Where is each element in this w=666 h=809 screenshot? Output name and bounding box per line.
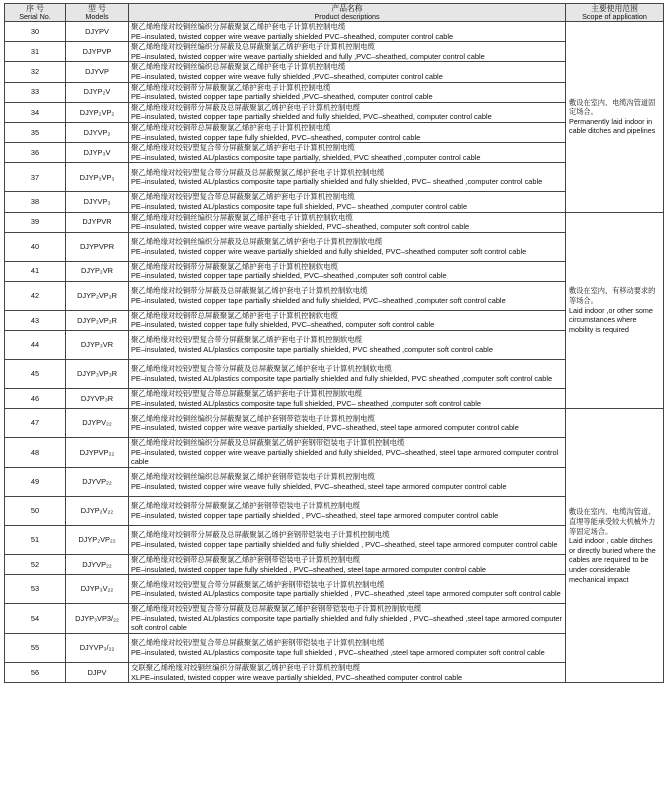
table-row	[5, 331, 664, 360]
table-row	[5, 634, 664, 663]
description-en: PE–insulated, twisted AL/plastics composite tape full shielded, PVC– sheathed ,computer control cable	[131, 201, 468, 211]
model-cell: DJYP₃VP3/₂₂	[66, 604, 129, 634]
serial-cell: 33	[5, 82, 66, 102]
description-en: PE–insulated, twisted copper tape partially shielded and fully shielded , PVC–sheathed, steel tape armored computer control cable	[131, 540, 558, 550]
description-en: PE–insulated, twisted copper tape partially shielded and fully shielded, PVC–sheathed ,computer soft control cable	[131, 295, 506, 305]
description-en: PE–insulated, twisted AL/plastics composite tape full shielded, PVC– sheathed ,computer soft control cable	[131, 398, 482, 408]
model-cell: DJYPVP	[66, 42, 129, 62]
model-cell: DJYPVPR	[66, 232, 129, 261]
description-en: PE–insulated, twisted copper wire weave partially shielded and fully shielded, PVC–sheathed, steel tape armored computer control cable	[131, 447, 559, 467]
description-cell	[129, 163, 566, 192]
model-cell: DJYP₃VP₃	[66, 163, 129, 192]
scope-en: Laid indoor , cable ditches or directly buried where the cables are required to be under considerable mechanical impact	[569, 536, 656, 584]
scope-header	[566, 4, 664, 22]
scope-cell	[566, 409, 664, 683]
description-zh: 聚乙烯绝缘对绞铝/塑复合带总屏蔽聚氯乙烯护套电子计算机控制电缆	[131, 192, 355, 202]
description-zh: 聚乙烯绝缘对绞铜带分屏蔽及总屏蔽聚氯乙烯护套电子计算机控制电缆	[131, 102, 361, 112]
table-row	[5, 143, 664, 163]
model-cell: DJYVP₂₂	[66, 555, 129, 575]
description-zh: 聚乙烯绝缘对绞铜丝编织总屏蔽聚氯乙烯护套电子计算机控制电缆	[131, 62, 346, 72]
description-cell	[129, 261, 566, 281]
serial-cell: 48	[5, 438, 66, 468]
description-en: PE–insulated, twisted copper wire weave partially shielded PVC–sheathed, computer control cable	[131, 31, 454, 41]
description-zh: 聚乙烯绝缘对绞铜带总屏蔽聚氯乙烯护套电子计算机控制软电缆	[131, 310, 338, 320]
table-header-row	[5, 4, 664, 22]
table-row	[5, 232, 664, 261]
scope-header-zh: 主要使用范围	[591, 3, 638, 13]
scope-zh: 敷设在室内，有移动要求的等场合。	[569, 286, 656, 305]
product-table	[4, 3, 664, 683]
description-zh: 聚乙烯绝缘对绞铜丝编织总屏蔽聚氯乙烯护套钢带铠装电子计算机控制电缆	[131, 472, 375, 482]
serial-cell: 38	[5, 192, 66, 212]
model-cell: DJYP₃V₂₂	[66, 575, 129, 604]
table-row	[5, 438, 664, 468]
description-zh: 聚乙烯绝缘对绞铜带总屏蔽聚氯乙烯护套钢带铠装电子计算机控制电缆	[131, 555, 361, 565]
serial-cell: 32	[5, 62, 66, 82]
table-row	[5, 22, 664, 42]
serial-cell: 46	[5, 389, 66, 409]
model-cell: DJYPVR	[66, 212, 129, 232]
description-en: PE–insulated, twisted AL/plastics composite tape partially shielded and fully shielded, PVC– sheathed ,computer control cable	[131, 177, 543, 187]
description-en: PE–insulated, twisted AL/plastics composite tape partially shielded, PVC sheathed ,computer soft control cable	[131, 345, 493, 355]
description-cell	[129, 310, 566, 330]
description-en: PE–insulated, twisted AL/plastics composite tape partially, shielded, PVC sheathed ,computer control cable	[131, 152, 481, 162]
serial-cell: 51	[5, 526, 66, 555]
description-en: PE–insulated, twisted AL/plastics composite tape partially shielded , PVC–sheathed ,steel tape armored computer soft control cable	[131, 589, 561, 599]
description-en: PE–insulated, twisted copper wire weave fully shielded ,PVC–sheathed, computer control cable	[131, 71, 443, 81]
description-cell	[129, 82, 566, 102]
serial-cell: 31	[5, 42, 66, 62]
description-cell	[129, 634, 566, 663]
description-zh: 聚乙烯绝缘对绞铜丝编织分屏蔽聚氯乙烯护套电子计算机控制电缆	[131, 22, 346, 31]
description-zh: 聚乙烯绝缘对绞铜带分屏蔽及总屏蔽聚氯乙烯护套电子计算机控制软电缆	[131, 286, 368, 296]
description-en: PE–insulated, twisted AL/plastics composite tape partially shielded and fully shielded, PVC sheathed ,computer soft control cable	[131, 374, 553, 384]
model-cell: DJYPVP₂₂	[66, 438, 129, 468]
description-en: PE–insulated, twisted copper wire weave partially shielded and fully shielded, PVC–sheathed computer soft control cable	[131, 246, 527, 256]
table-row	[5, 604, 664, 634]
description-zh: 聚乙烯绝缘对绞铝/塑复合带分屏蔽聚氯乙烯护套钢带铠装电子计算机控制电缆	[131, 579, 385, 589]
description-zh: 交联聚乙烯绝缘对绞铜丝编织分屏蔽聚氯乙烯护套电子计算机控制电缆	[131, 663, 361, 672]
serial-cell: 43	[5, 310, 66, 330]
description-cell	[129, 409, 566, 438]
description-cell	[129, 468, 566, 497]
serial-cell: 42	[5, 281, 66, 310]
table-row	[5, 62, 664, 82]
description-zh: 聚乙烯绝缘对绞铜带分屏蔽聚氯乙烯护套电子计算机控制电缆	[131, 82, 331, 92]
serial-cell: 36	[5, 143, 66, 163]
description-cell	[129, 360, 566, 389]
serial-cell: 53	[5, 575, 66, 604]
model-cell: DJYVP₃/₂₂	[66, 634, 129, 663]
scope-zh: 敷设在室内、电缆沟管道固定场合。	[569, 97, 656, 117]
serial-cell: 47	[5, 409, 66, 438]
table-row	[5, 468, 664, 497]
description-cell	[129, 389, 566, 409]
scope-cell	[566, 212, 664, 409]
model-cell: DJYVP₂₂	[66, 468, 129, 497]
serial-cell: 44	[5, 331, 66, 360]
serial-cell: 34	[5, 102, 66, 122]
description-zh: 聚乙烯绝缘对绞铝/塑复合带分屏蔽及总屏蔽聚氯乙烯护套电子计算机控制软电缆	[131, 364, 392, 374]
description-en: PE–insulated, twisted copper tape partially shielded and fully shielded, PVC–sheathed, computer control cable	[131, 112, 492, 122]
table-row	[5, 555, 664, 575]
table-row	[5, 102, 664, 122]
description-header-zh: 产品名称	[331, 3, 363, 13]
description-cell	[129, 42, 566, 62]
description-zh: 聚乙烯绝缘对绞铜丝编织分屏蔽聚氯乙烯护套电子计算机控制软电缆	[131, 212, 353, 222]
scope-header-en: Scope of application	[582, 11, 647, 21]
model-header-en: Models	[85, 11, 109, 21]
description-zh: 聚乙烯绝缘对绞铜带分屏蔽聚氯乙烯护套电子计算机控制软电缆	[131, 261, 338, 271]
model-cell: DJYP₂VP₂	[66, 102, 129, 122]
table-row	[5, 42, 664, 62]
description-cell	[129, 122, 566, 142]
description-en: PE–insulated, twisted copper tape fully shielded, PVC–sheathed, computer control cable	[131, 132, 421, 142]
model-cell: DJYP₂V	[66, 82, 129, 102]
description-en: PE–insulated, twisted copper tape fully shielded , PVC–sheathed, steel tape armored computer control cable	[131, 564, 486, 574]
model-cell: DJYP₂V₂₂	[66, 497, 129, 526]
description-en: PE–insulated, twisted copper wire weave partially shielded, PVC–sheathed, steel tape armored computer control cable	[131, 423, 519, 433]
serial-cell: 50	[5, 497, 66, 526]
scope-zh: 敷设在室内、电缆沟管道、直埋等能承受较大机械外力等固定场合。	[569, 507, 656, 536]
table-row	[5, 663, 664, 683]
serial-header	[5, 4, 66, 22]
serial-cell: 45	[5, 360, 66, 389]
description-en: PE–insulated, twisted copper tape partially shielded, PVC–sheathed ,computer soft control cable	[131, 271, 447, 281]
serial-cell: 30	[5, 22, 66, 42]
description-zh: 聚乙烯绝缘对绞铜带分屏蔽聚氯乙烯护套钢带铠装电子计算机控制电缆	[131, 501, 361, 511]
serial-cell: 54	[5, 604, 66, 634]
description-cell	[129, 497, 566, 526]
description-zh: 聚乙烯绝缘对绞铝/塑复合带总屏蔽聚氯乙烯护套钢带铠装电子计算机控制电缆	[131, 638, 385, 648]
description-zh: 聚乙烯绝缘对绞铝/塑复合带分屏蔽及总屏蔽聚氯乙烯护套电子计算机控制电缆	[131, 167, 385, 177]
model-header	[66, 4, 129, 22]
model-cell: DJYP₃VR	[66, 331, 129, 360]
table-row	[5, 163, 664, 192]
serial-cell: 41	[5, 261, 66, 281]
description-en: PE–insulated, twisted copper wire weave fully shielded, PVC–sheathed, steel tape armored computer control cable	[131, 482, 507, 492]
product-table-page	[4, 3, 663, 806]
serial-header-en: Serial No.	[19, 11, 51, 21]
description-zh: 聚乙烯绝缘对绞铜丝编织分屏蔽及总屏蔽聚氯乙烯护套电子计算机控制电缆	[131, 42, 375, 52]
description-header	[129, 4, 566, 22]
serial-cell: 55	[5, 634, 66, 663]
description-en: PE–insulated, twisted copper tape fully shielded, PVC–sheathed, computer soft control cable	[131, 320, 435, 330]
table-row	[5, 82, 664, 102]
model-cell: DJYP₂VR	[66, 261, 129, 281]
description-cell	[129, 281, 566, 310]
model-cell: DJYPV	[66, 22, 129, 42]
description-en: PE–insulated, twisted copper tape partially shielded ,PVC–sheathed, computer control cable	[131, 92, 433, 102]
serial-header-zh: 序 号	[26, 3, 44, 13]
description-en: PE–insulated, twisted copper tape partially shielded , PVC–sheathed, steel tape armored computer control cable	[131, 511, 499, 521]
model-cell: DJYP₂VP₂R	[66, 310, 129, 330]
serial-cell: 37	[5, 163, 66, 192]
description-cell	[129, 438, 566, 468]
description-en: PE–insulated, twisted copper wire weave partially shielded and fully ,PVC–sheathed, computer control cable	[131, 51, 485, 61]
table-row	[5, 389, 664, 409]
model-cell: DJYP₃V	[66, 143, 129, 163]
model-cell: DJYP₂VP₂₂	[66, 526, 129, 555]
table-row	[5, 409, 664, 438]
model-cell: DJYVP₂	[66, 122, 129, 142]
table-row	[5, 360, 664, 389]
table-row	[5, 526, 664, 555]
description-zh: 聚乙烯绝缘对绞铜丝编织分屏蔽及总屏蔽聚氯乙烯护套电子计算机控制软电缆	[131, 237, 383, 247]
description-cell	[129, 212, 566, 232]
description-cell	[129, 22, 566, 42]
model-cell: DJYP₃VP₃R	[66, 360, 129, 389]
description-zh: 聚乙烯绝缘对绞铝/塑复合带分屏蔽聚氯乙烯护套电子计算机控制软电缆	[131, 335, 363, 345]
model-header-zh: 型 号	[88, 3, 106, 13]
serial-cell: 39	[5, 212, 66, 232]
table-row	[5, 310, 664, 330]
description-header-en: Product descriptions	[314, 11, 380, 21]
model-cell: DJYVP₃R	[66, 389, 129, 409]
description-zh: 聚乙烯绝缘对绞铜带分屏蔽及总屏蔽聚氯乙烯护套钢带铠装电子计算机控制电缆	[131, 530, 390, 540]
serial-cell: 49	[5, 468, 66, 497]
description-en: XLPE–insulated, twisted copper wire weave partially shielded, PVC–sheathed computer control cable	[131, 672, 463, 682]
description-cell	[129, 102, 566, 122]
description-cell	[129, 663, 566, 683]
table-row	[5, 575, 664, 604]
description-cell	[129, 192, 566, 212]
model-cell: DJPV	[66, 663, 129, 683]
description-zh: 聚乙烯绝缘对绞铜丝编织分屏蔽聚氯乙烯护套钢带铠装电子计算机控制电缆	[131, 413, 375, 423]
table-row	[5, 281, 664, 310]
description-cell	[129, 331, 566, 360]
description-cell	[129, 232, 566, 261]
model-cell: DJYVP₃	[66, 192, 129, 212]
serial-cell: 40	[5, 232, 66, 261]
description-zh: 聚乙烯绝缘对绞铜带总屏蔽聚氯乙烯护套电子计算机控制电缆	[131, 122, 331, 132]
description-cell	[129, 555, 566, 575]
serial-cell: 35	[5, 122, 66, 142]
table-row	[5, 192, 664, 212]
scope-en: Permanently laid indoor in cable ditches and pipelines	[569, 116, 656, 136]
serial-cell: 52	[5, 555, 66, 575]
description-zh: 聚乙烯绝缘对绞铝/塑复合带总屏蔽聚氯乙烯护套电子计算机控制软电缆	[131, 389, 363, 399]
description-zh: 聚乙烯绝缘对绞铝/塑复合带分屏蔽聚氯乙烯护套电子计算机控制电缆	[131, 143, 355, 153]
scope-en: Laid indoor ,or other some circumstances where mobility is required	[569, 305, 653, 334]
model-cell: DJYPV₂₂	[66, 409, 129, 438]
table-row	[5, 497, 664, 526]
table-row	[5, 261, 664, 281]
serial-cell: 56	[5, 663, 66, 683]
table-row	[5, 212, 664, 232]
description-cell	[129, 143, 566, 163]
description-cell	[129, 526, 566, 555]
description-en: PE–insulated, twisted AL/plastics composite tape full shielded , PVC–sheathed ,steel tape armored computer soft control cable	[131, 648, 545, 657]
model-cell: DJYVP	[66, 62, 129, 82]
description-zh: 聚乙烯绝缘对绞铜丝编织分屏蔽及总屏蔽聚氯乙烯护套钢带铠装电子计算机控制电缆	[131, 438, 405, 448]
description-cell	[129, 62, 566, 82]
description-cell	[129, 575, 566, 604]
description-zh: 聚乙烯绝缘对绞铝/塑复合带分屏蔽及总屏蔽聚氯乙烯护套钢带铠装电子计算机控制软电缆	[131, 604, 422, 614]
model-cell: DJYP₂VP₂R	[66, 281, 129, 310]
scope-cell	[566, 22, 664, 213]
description-cell	[129, 604, 566, 634]
table-row	[5, 122, 664, 142]
description-en: PE–insulated, twisted AL/plastics composite tape partially shielded and fully shielded , PVC–sheathed ,steel tape armored computer soft control cable	[131, 613, 562, 633]
description-en: PE–insulated, twisted copper wire weave partially shielded, PVC–sheathed, computer soft control cable	[131, 222, 470, 232]
